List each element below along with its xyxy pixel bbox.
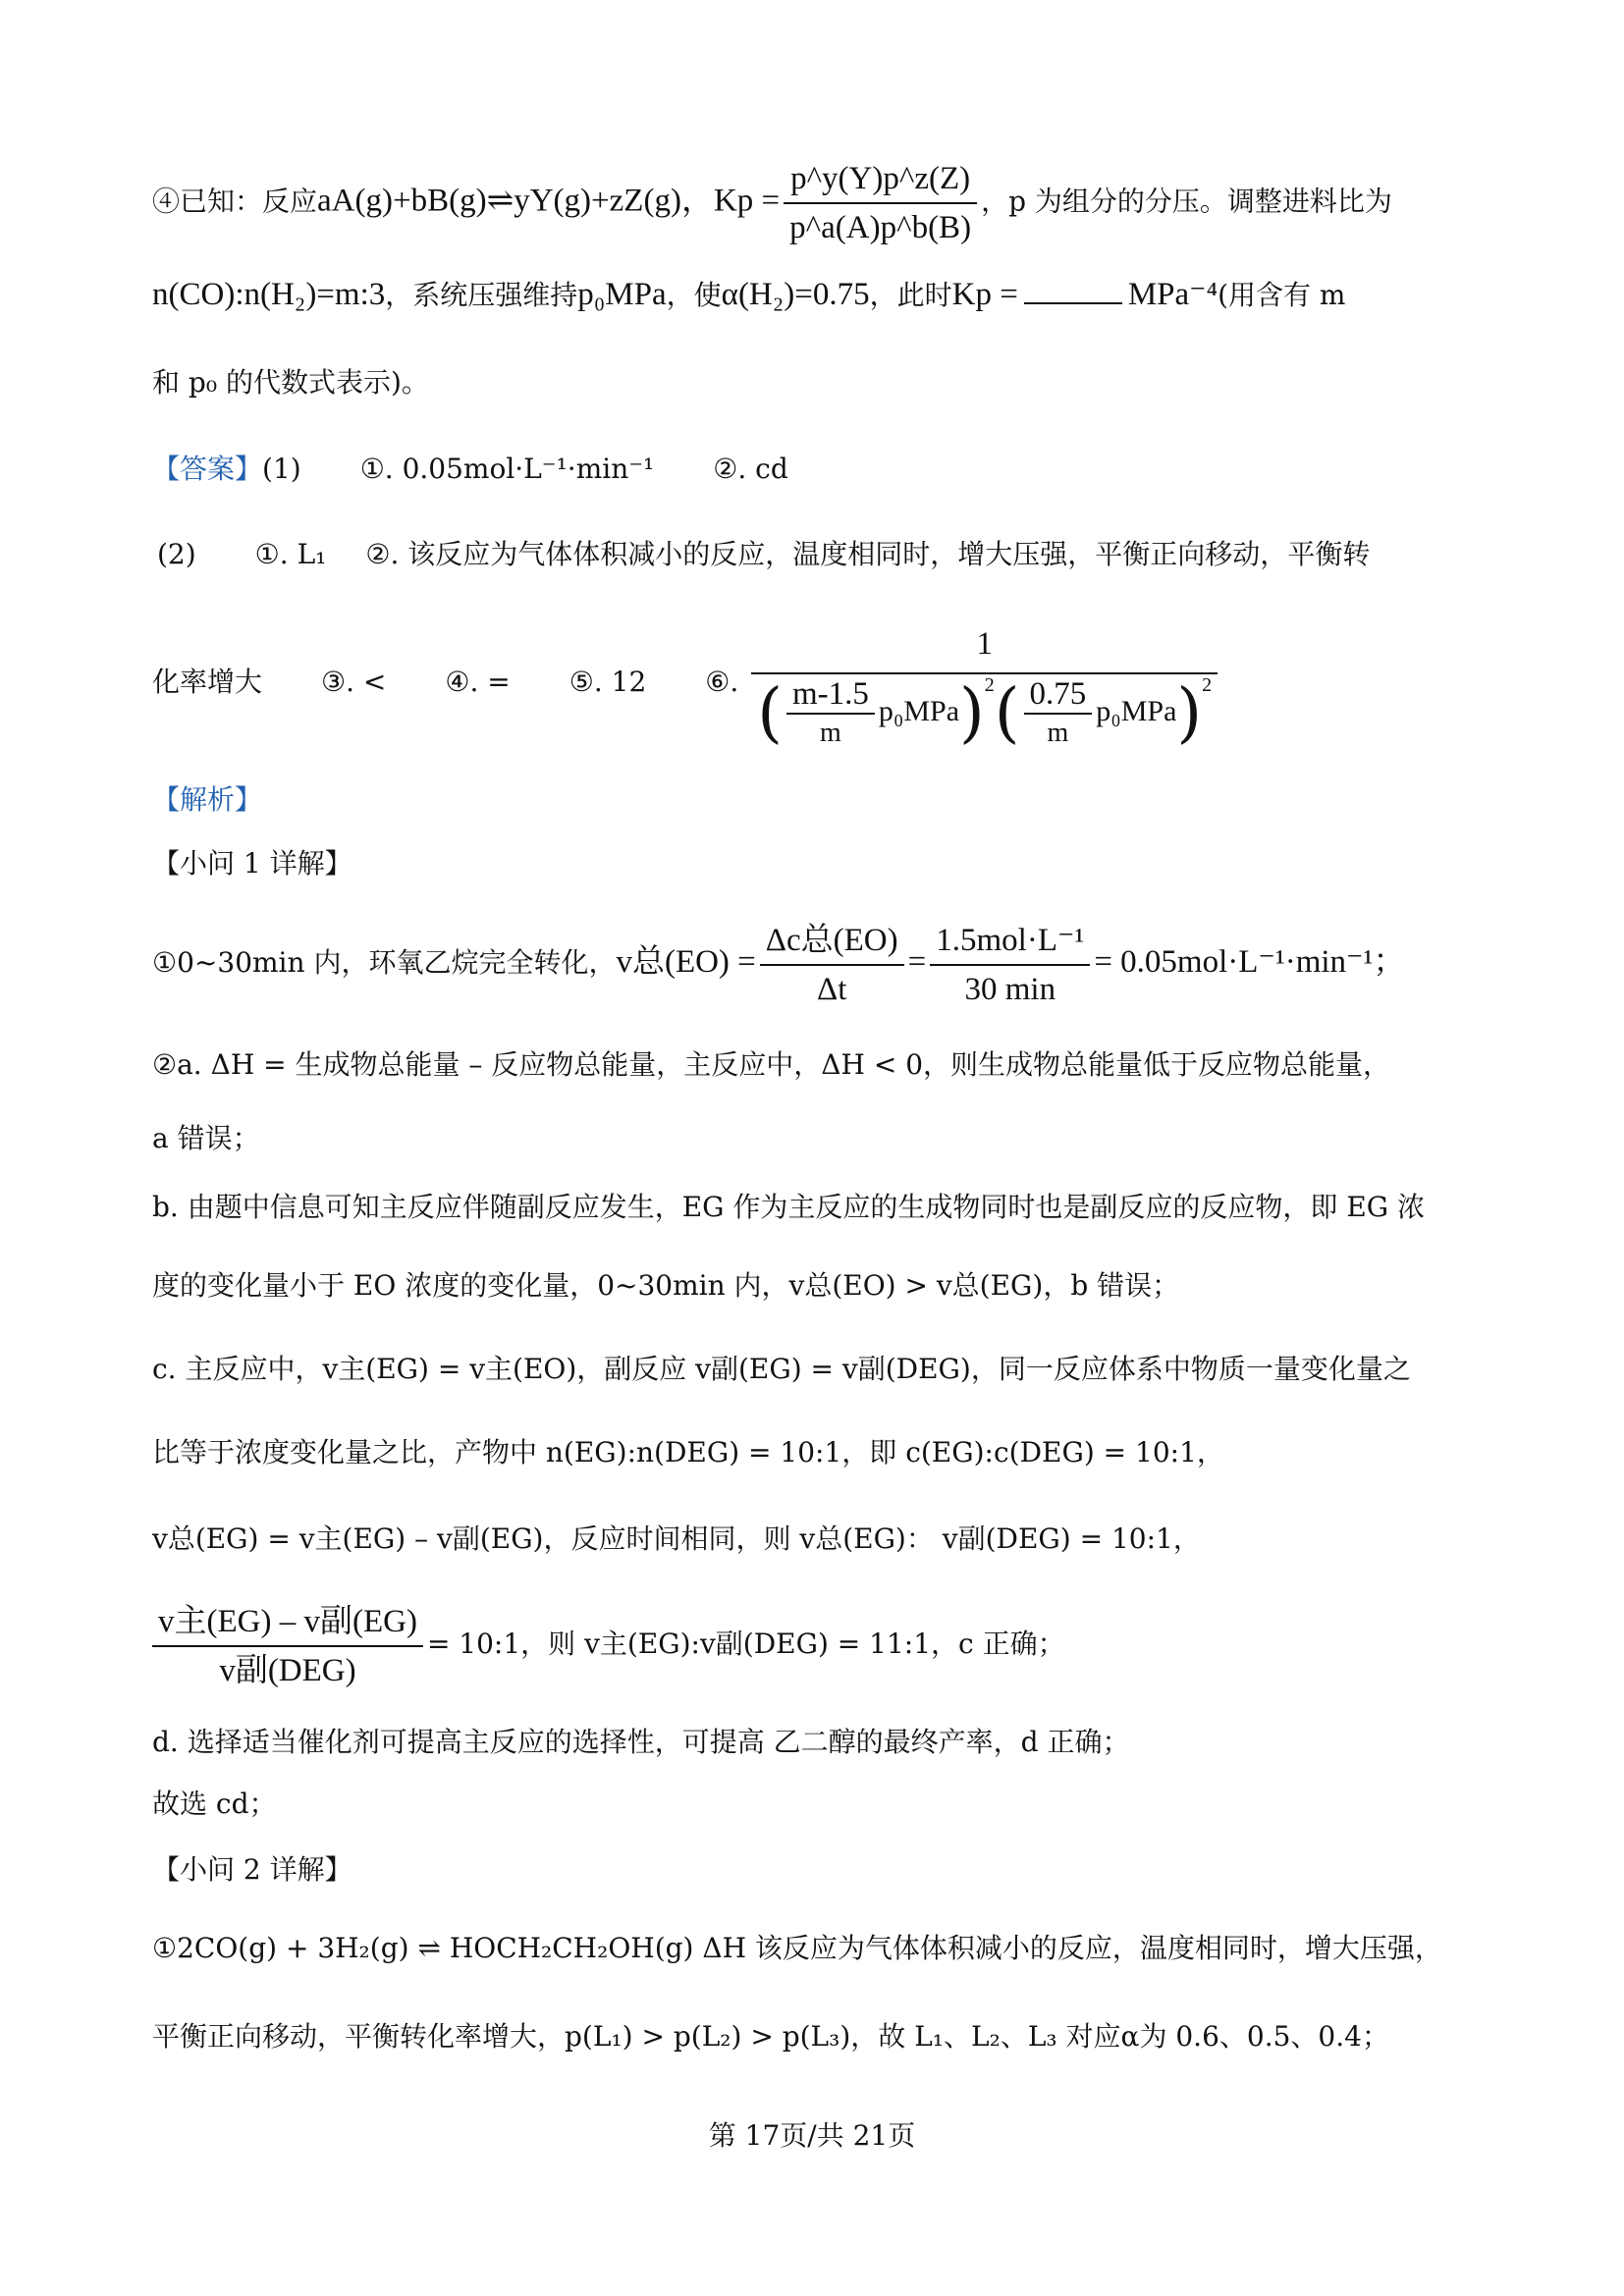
rate-symbol: v总(EO) = xyxy=(616,944,756,980)
analysis-a-line: ②a. ΔH = 生成物总能量 – 反应物总能量，主反应中，ΔH < 0，则生成物总能量低于反应物总能量， xyxy=(152,1048,1391,1081)
co-unit: p₀MPa xyxy=(878,695,960,728)
analysis-q2-line-2: 平衡正向移动，平衡转化率增大，p(L₁) > p(L₂) > p(L₃)，故 L₁、L₂、L₃ 对应α为 0.6、0.5、0.4； xyxy=(152,2020,1389,2053)
h2-fraction xyxy=(1024,677,1093,750)
rate-fraction-2 xyxy=(930,919,1090,1011)
q4-intro: ④已知：反应 xyxy=(152,185,318,218)
answer-line-1 xyxy=(152,450,1488,489)
kp-unit: MPa⁻⁴ xyxy=(1127,277,1218,312)
answer-2-2: ②. 该反应为气体体积减小的反应，温度相同时，增大压强，平衡正向移动，平衡转 xyxy=(365,538,1371,570)
kp-answer-numerator: 1 xyxy=(751,617,1218,674)
rate-fraction-1 xyxy=(760,919,904,1011)
ratio-fraction xyxy=(152,1600,423,1692)
kp-symbol: Kp = xyxy=(951,277,1018,312)
answer-2-6: ⑥. xyxy=(705,666,739,698)
h2-unit: p₀MPa xyxy=(1096,695,1177,728)
analysis-c-line-2: 比等于浓度变化量之比，产物中 n(EG):n(DEG) = 10:1，即 c(EG):c(DEG) = 10:1， xyxy=(152,1436,1224,1468)
q4-intro-rest: ，p 为组分的分压。调整进料比为 xyxy=(981,185,1392,218)
analysis-q2-line-1: ①2CO(g) + 3H₂(g) ⇌ HOCH₂CH₂OH(g) ΔH 该反应为气体体积减小的反应，温度相同时，增大压强， xyxy=(152,1932,1442,1964)
q4-line-1 xyxy=(152,157,1488,249)
ratio-den: v副(DEG) xyxy=(219,1652,356,1688)
rate-f1-den: Δt xyxy=(817,971,847,1007)
answer-2-4: ④. = xyxy=(445,666,511,698)
kp-lhs: ，Kp = xyxy=(680,183,781,219)
kp-answer-denominator: ( $\frac{m-1.5}{m}$ p₀MPa)$^2$( $\frac{0.75}{m}$ p₀MPa)$^2$ xyxy=(757,674,1213,751)
answer-part-2: (2) xyxy=(157,538,196,570)
ratio-num: v主(EG) – v副(EG) xyxy=(152,1600,423,1647)
reaction-equation: aA(g)+bB(g)⇌yY(g)+zZ(g) xyxy=(317,183,681,219)
q4-text-e: 和 p₀ 的代数式表示)。 xyxy=(152,366,429,399)
answer-line-2 xyxy=(157,535,1492,574)
answer-2-3: ③. < xyxy=(321,666,387,698)
rate-intro: ①0~30min 内，环氧乙烷完全转化， xyxy=(152,946,617,979)
ratio-rest: = 10:1，则 v主(EG):v副(DEG) = 11:1，c 正确； xyxy=(426,1628,1065,1660)
analysis-rate-line: ①0~30min 内，环氧乙烷完全转化，v总(EO) = $\frac{\text{Δc总(EO)}}{\Delta t}$ = $\frac{\text{1.5mol·L⁻¹}}{30 \min}$ = 0.05mol·L⁻¹·min⁻¹； xyxy=(152,918,1488,1011)
q4-text-a: ，系统压强维持 xyxy=(385,279,578,311)
q4-text-c: ，此时 xyxy=(869,279,952,311)
rate-result: = 0.05mol·L⁻¹·min⁻¹； xyxy=(1094,944,1406,980)
analysis-b-line-2: 度的变化量小于 EO 浓度的变化量，0~30min 内，v总(EO) > v总(EG)，b 错误； xyxy=(152,1269,1180,1302)
h2-frac-num: 0.75 xyxy=(1024,677,1093,715)
kp-fraction xyxy=(784,157,977,249)
q4-text-d: (用含有 m xyxy=(1218,279,1346,311)
q4-text-b: ，使 xyxy=(666,279,722,311)
analysis-d-line: d. 选择适当催化剂可提高主反应的选择性，可提高 乙二醇的最终产率，d 正确； xyxy=(152,1726,1130,1758)
answer-2-1: ①. L₁ xyxy=(254,538,327,570)
analysis-c-line: c. 主反应中，v主(EG) = v主(EO)，副反应 v副(EG) = v副(DEG)，同一反应体系中物质一量变化量之 xyxy=(152,1353,1411,1385)
feed-ratio: n(CO):n(H₂)=m:3 xyxy=(152,277,386,312)
analysis-b-line: b. 由题中信息可知主反应伴随副反应发生，EG 作为主反应的生成物同时也是副反应的反应物，即 EG 浓 xyxy=(152,1191,1426,1223)
answer-1-2: ②. cd xyxy=(713,453,788,485)
subquestion-2-heading: 【小问 2 详解】 xyxy=(152,1853,352,1886)
analysis-conclusion: 故选 cd； xyxy=(152,1788,277,1820)
co-frac-den: m xyxy=(820,717,841,748)
answer-2-2-cont: 化率增大 xyxy=(152,666,263,698)
rate-f2-num: 1.5mol·L⁻¹ xyxy=(930,919,1090,966)
answer-line-3 xyxy=(152,609,1488,756)
page-footer: 第 17页/共 21页 xyxy=(708,2119,916,2152)
kp-denominator: p^a(A)p^b(B) xyxy=(789,210,972,245)
analysis-c-line-4 xyxy=(152,1590,1488,1698)
q4-line-3 xyxy=(152,363,1488,402)
conversion-value: α(H₂)=0.75 xyxy=(721,277,870,312)
answer-part-1: (1) xyxy=(262,453,301,485)
analysis-c-line-3: v总(EG) = v主(EG) – v副(EG)，反应时间相同，则 v总(EG)： v副(DEG) = 10:1， xyxy=(152,1522,1201,1555)
subquestion-1-heading: 【小问 1 详解】 xyxy=(152,847,352,880)
pressure-value: p₀MPa xyxy=(577,277,667,312)
analysis-a-line-2: a 错误； xyxy=(152,1122,260,1154)
co-frac-num: m-1.5 xyxy=(786,677,875,715)
answer-blank xyxy=(1024,277,1122,304)
kp-answer-fraction xyxy=(751,617,1218,749)
answer-label: 【答案】 xyxy=(152,453,263,485)
rate-f2-den: 30 min xyxy=(964,971,1056,1007)
analysis-label: 【解析】 xyxy=(152,783,263,816)
q4-line-2 xyxy=(152,275,1488,315)
answer-1-1: ①. 0.05mol·L⁻¹·min⁻¹ xyxy=(359,453,655,485)
kp-numerator: p^y(Y)p^z(Z) xyxy=(784,157,977,204)
co-fraction xyxy=(786,677,875,750)
h2-frac-den: m xyxy=(1047,717,1069,748)
answer-2-5: ⑤. 12 xyxy=(568,666,647,698)
rate-f1-num: Δc总(EO) xyxy=(760,919,904,966)
